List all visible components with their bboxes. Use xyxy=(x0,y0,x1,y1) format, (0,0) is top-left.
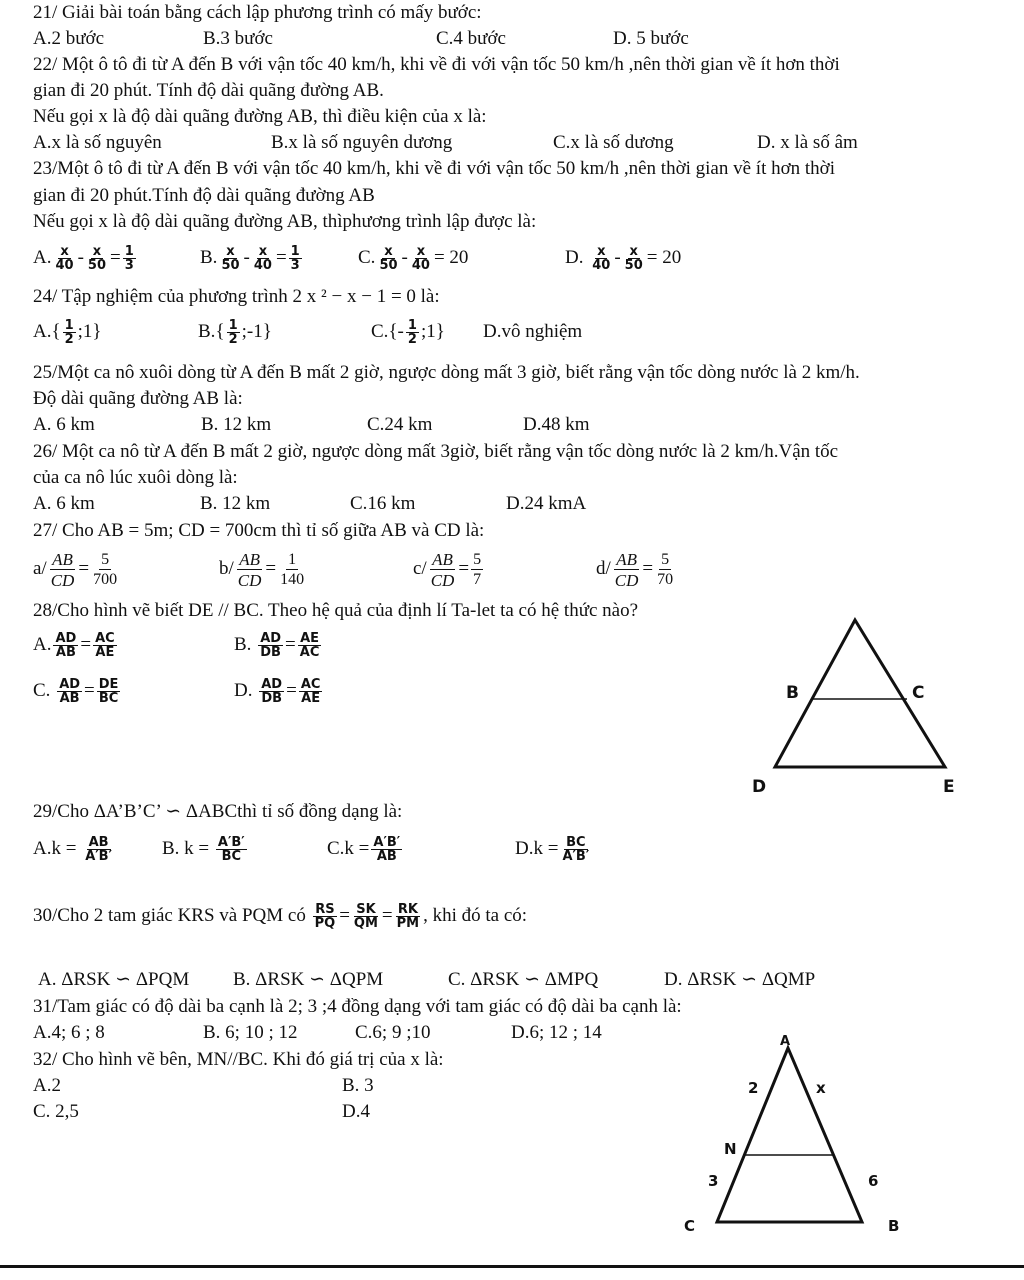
q21-option-a: A.2 bước xyxy=(33,28,104,49)
q32-label-c: C xyxy=(684,1217,696,1235)
q23-stem-line2: gian đi 20 phút.Tính độ dài quãng đường AB xyxy=(33,185,375,206)
q32-option-b: B. 3 xyxy=(342,1075,374,1096)
q27-stem: 27/ Cho AB = 5m; CD = 700cm thì tỉ số giữa AB và CD là: xyxy=(33,520,485,541)
q28-option-c: C. $\frac{AD}{AB}$ = $\frac{DE}{BC}$ xyxy=(33,677,119,707)
q30-option-d: D. ΔRSK ∽ ΔQMP xyxy=(664,969,816,990)
q21-option-b: B.3 bước xyxy=(203,28,273,49)
q21-option-d: D. 5 bước xyxy=(613,28,689,49)
q22-stem-line3: Nếu gọi x là độ dài quãng đường AB, thì điều kiện của x là: xyxy=(33,106,487,127)
q25-option-b: B. 12 km xyxy=(201,414,272,435)
q23-option-d: D. $\frac{x}{40}$ - $\frac{x}{50}$ = 20 xyxy=(565,244,682,274)
q24-stem: 24/ Tập nghiệm của phương trình 2 x ² − x − 1 = 0 là: xyxy=(33,286,440,307)
q32-option-a: A.2 xyxy=(33,1075,61,1096)
q28-option-b: B. $\frac{AD}{DB}$ = $\frac{AE}{AC}$ xyxy=(234,631,320,661)
q28-option-d: D. $\frac{AD}{DB}$ = $\frac{AC}{AE}$ xyxy=(234,677,321,707)
q24-option-d: D.vô nghiệm xyxy=(483,321,583,342)
q23-option-a: A. $\frac{x}{40}$ - $\frac{x}{50}$ = $\frac{1}{3}$ xyxy=(33,244,134,274)
q32-label-a: A xyxy=(780,1034,791,1049)
q24-option-b: B.{ $\frac{1}{2}$ ;-1} xyxy=(198,318,272,348)
q26-option-a: A. 6 km xyxy=(33,493,95,514)
q29-stem: 29/Cho ΔA’B’C’ ∽ ΔABCthì tỉ số đồng dạng là: xyxy=(33,801,403,822)
q24-option-a: A.{ $\frac{1}{2}$ ;1} xyxy=(33,318,102,348)
q22-stem-line2: gian đi 20 phút. Tính độ dài quãng đường AB. xyxy=(33,80,384,101)
q29-option-d: D.k = $\frac{BC}{A'B'}$ xyxy=(515,835,590,865)
q21-stem: 21/ Giải bài toán bằng cách lập phương trình có mấy bước: xyxy=(33,2,482,23)
q27-option-b: b/ $\frac{AB}{CD}$ = $\frac{1}{140}$ xyxy=(219,549,305,590)
q28-label-d: D xyxy=(752,777,767,797)
q25-stem-line1: 25/Một ca nô xuôi dòng từ A đến B mất 2 giờ, ngược dòng mất 3 giờ, biết rằng vận tốc dòng nước là 2 km/h. xyxy=(33,362,860,383)
q32-option-c: C. 2,5 xyxy=(33,1101,79,1122)
q32-label-b: B xyxy=(888,1217,900,1235)
q21-option-c: C.4 bước xyxy=(436,28,506,49)
q29-option-b: B. k = $\frac{A'B'}{BC}$ xyxy=(162,835,245,865)
q31-option-d: D.6; 12 ; 14 xyxy=(511,1022,602,1043)
q32-triangle-figure xyxy=(670,1032,910,1242)
q28-option-a: A. $\frac{AD}{AB}$ = $\frac{AC}{AE}$ xyxy=(33,631,115,661)
q32-label-n: N xyxy=(724,1140,737,1158)
q27-option-a: a/ $\frac{AB}{CD}$ = $\frac{5}{700}$ xyxy=(33,549,118,590)
q25-option-c: C.24 km xyxy=(367,414,433,435)
q26-option-c: C.16 km xyxy=(350,493,416,514)
q28-label-b: B xyxy=(786,683,799,703)
q32-side-x: x xyxy=(816,1079,826,1097)
q29-option-a: A.k = $\frac{AB}{A'B'}$ xyxy=(33,835,113,865)
q27-option-c: c/ $\frac{AB}{CD}$ = $\frac{5}{7}$ xyxy=(413,549,482,590)
q26-stem-line2: của ca nô lúc xuôi dòng là: xyxy=(33,467,238,488)
q22-option-b: B.x là số nguyên dương xyxy=(271,132,453,153)
q30-option-a: A. ΔRSK ∽ ΔPQM xyxy=(38,969,190,990)
q22-stem-line1: 22/ Một ô tô đi từ A đến B với vận tốc 40 km/h, khi về đi với vận tốc 50 km/h ,nên thời gian về ít hơn thời xyxy=(33,54,840,75)
q23-option-b: B. $\frac{x}{50}$ - $\frac{x}{40}$ = $\frac{1}{3}$ xyxy=(200,244,300,274)
q31-option-c: C.6; 9 ;10 xyxy=(355,1022,431,1043)
q28-label-e: E xyxy=(943,777,955,797)
q30-stem: 30/Cho 2 tam giác KRS và PQM có $\frac{RS}{PQ}$ = $\frac{SK}{QM}$ = $\frac{RK}{PM}$ , khi đó ta có: xyxy=(33,902,528,932)
q28-triangle-figure xyxy=(740,610,980,800)
q32-option-d: D.4 xyxy=(342,1101,370,1122)
q28-stem: 28/Cho hình vẽ biết DE // BC. Theo hệ quả của định lí Ta-let ta có hệ thức nào? xyxy=(33,600,639,621)
q26-option-d: D.24 kmA xyxy=(506,493,587,514)
q31-option-b: B. 6; 10 ; 12 xyxy=(203,1022,298,1043)
q24-option-c: C.{- $\frac{1}{2}$ ;1} xyxy=(371,318,445,348)
q25-option-a: A. 6 km xyxy=(33,414,95,435)
q28-label-c: C xyxy=(912,683,925,703)
q23-stem-line3: Nếu gọi x là độ dài quãng đường AB, thìphương trình lập được là: xyxy=(33,211,537,232)
q32-stem: 32/ Cho hình vẽ bên, MN//BC. Khi đó giá trị của x là: xyxy=(33,1049,444,1070)
q26-option-b: B. 12 km xyxy=(200,493,271,514)
q26-stem-line1: 26/ Một ca nô từ A đến B mất 2 giờ, ngược dòng mất 3giờ, biết rằng vận tốc dòng nước là 2 km/h.Vận tốc xyxy=(33,441,839,462)
q31-stem: 31/Tam giác có độ dài ba cạnh là 2; 3 ;4 đồng dạng với tam giác có độ dài ba cạnh là: xyxy=(33,996,682,1017)
q25-stem-line2: Độ dài quãng đường AB là: xyxy=(33,388,243,409)
q22-option-a: A.x là số nguyên xyxy=(33,132,162,153)
q32-side-2: 2 xyxy=(748,1079,759,1097)
q27-option-d: d/ $\frac{AB}{CD}$ = $\frac{5}{70}$ xyxy=(596,549,674,590)
q30-option-b: B. ΔRSK ∽ ΔQPM xyxy=(233,969,384,990)
q32-side-6: 6 xyxy=(868,1172,879,1190)
q25-option-d: D.48 km xyxy=(523,414,590,435)
q32-side-3: 3 xyxy=(708,1172,719,1190)
q22-option-c: C.x là số dương xyxy=(553,132,674,153)
bottom-rule xyxy=(0,1265,1024,1268)
q22-option-d: D. x là số âm xyxy=(757,132,858,153)
q31-option-a: A.4; 6 ; 8 xyxy=(33,1022,105,1043)
q23-option-c: C. $\frac{x}{50}$ - $\frac{x}{40}$ = 20 xyxy=(358,244,469,274)
q30-option-c: C. ΔRSK ∽ ΔMPQ xyxy=(448,969,599,990)
q23-stem-line1: 23/Một ô tô đi từ A đến B với vận tốc 40 km/h, khi về đi với vận tốc 50 km/h ,nên thời gian về ít hơn thời xyxy=(33,158,836,179)
q29-option-c: C.k = $\frac{A'B'}{AB}$ xyxy=(327,835,401,865)
